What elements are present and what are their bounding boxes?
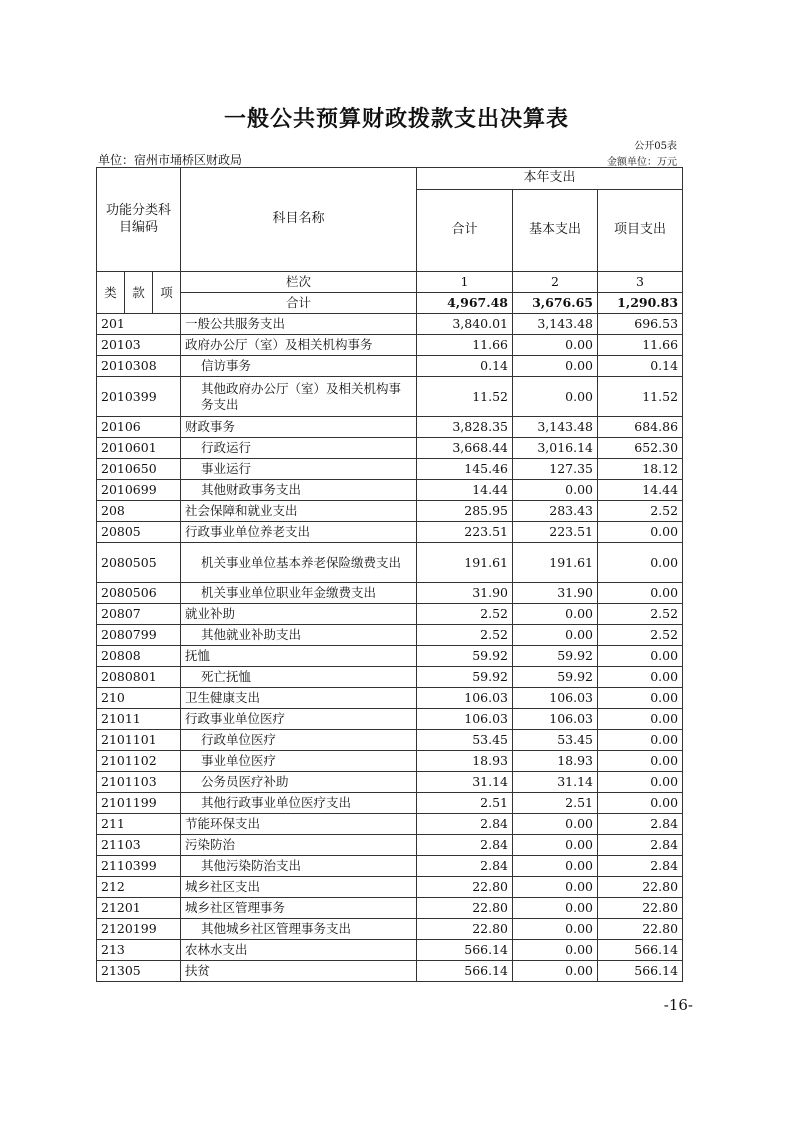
row-subject-name: 抚恤: [181, 646, 417, 667]
row-code: 2101199: [97, 793, 181, 814]
row-code: 21011: [97, 709, 181, 730]
row-code: 2010601: [97, 438, 181, 459]
page-number: -16-: [663, 996, 693, 1014]
row-code: 212: [97, 877, 181, 898]
row-code: 201: [97, 314, 181, 335]
row-code: 21103: [97, 835, 181, 856]
row-code: 2010399: [97, 377, 181, 417]
row-subject-name: 其他污染防治支出: [181, 856, 417, 877]
row-basic: 0.00: [513, 335, 598, 356]
row-total: 2.52: [417, 604, 513, 625]
row-code: 2101101: [97, 730, 181, 751]
row-project: 22.80: [598, 898, 683, 919]
row-project: 696.53: [598, 314, 683, 335]
table-row: [97, 793, 683, 814]
row-total: 145.46: [417, 459, 513, 480]
row-project: 566.14: [598, 961, 683, 982]
total-row: [97, 293, 683, 314]
row-project: 2.52: [598, 604, 683, 625]
row-code: 20808: [97, 646, 181, 667]
table-row: [97, 417, 683, 438]
row-subject-name: 其他政府办公厅（室）及相关机构事务支出: [181, 377, 417, 417]
row-code: 213: [97, 940, 181, 961]
header-col1: 1: [417, 272, 513, 293]
row-total: 18.93: [417, 751, 513, 772]
row-basic: 0.00: [513, 480, 598, 501]
row-total: 11.66: [417, 335, 513, 356]
unit-label: 单位：宿州市埇桥区财政局: [98, 153, 243, 167]
row-project: 2.84: [598, 856, 683, 877]
header-col3: 3: [598, 272, 683, 293]
row-project: 11.66: [598, 335, 683, 356]
row-total: 2.84: [417, 856, 513, 877]
header-lanci: 栏次: [181, 272, 417, 293]
row-code: 2110399: [97, 856, 181, 877]
row-code: 20103: [97, 335, 181, 356]
row-project: 0.00: [598, 667, 683, 688]
row-total: 2.84: [417, 814, 513, 835]
header-basic: 基本支出: [513, 190, 598, 272]
money-unit-label: 金额单位：万元: [607, 157, 677, 168]
row-subject-name: 行政单位医疗: [181, 730, 417, 751]
table-row: [97, 522, 683, 543]
row-basic: 18.93: [513, 751, 598, 772]
row-total: 285.95: [417, 501, 513, 522]
table-row: [97, 543, 683, 583]
table-row: [97, 604, 683, 625]
header-xiang: 项: [153, 272, 181, 314]
expenditure-table: [96, 167, 683, 982]
row-total: 22.80: [417, 877, 513, 898]
form-number: 公开05表: [634, 141, 677, 152]
row-code: 2120199: [97, 919, 181, 940]
row-basic: 53.45: [513, 730, 598, 751]
row-total: 106.03: [417, 688, 513, 709]
row-total: 223.51: [417, 522, 513, 543]
row-basic: 0.00: [513, 625, 598, 646]
table-row: [97, 625, 683, 646]
table-row: [97, 814, 683, 835]
row-basic: 223.51: [513, 522, 598, 543]
row-total: 3,668.44: [417, 438, 513, 459]
row-basic: 0.00: [513, 877, 598, 898]
row-basic: 283.43: [513, 501, 598, 522]
row-total: 566.14: [417, 940, 513, 961]
table-row: [97, 314, 683, 335]
row-subject-name: 社会保障和就业支出: [181, 501, 417, 522]
row-basic: 127.35: [513, 459, 598, 480]
row-project: 22.80: [598, 877, 683, 898]
row-project: 2.84: [598, 835, 683, 856]
table-row: [97, 438, 683, 459]
row-total: 59.92: [417, 667, 513, 688]
row-total: 11.52: [417, 377, 513, 417]
table-row: [97, 335, 683, 356]
table-row: [97, 356, 683, 377]
row-basic: 31.90: [513, 583, 598, 604]
row-code: 208: [97, 501, 181, 522]
row-project: 0.00: [598, 522, 683, 543]
row-project: 684.86: [598, 417, 683, 438]
table-row: [97, 583, 683, 604]
row-code: 211: [97, 814, 181, 835]
row-project: 0.14: [598, 356, 683, 377]
row-code: 2080799: [97, 625, 181, 646]
row-code: 20807: [97, 604, 181, 625]
row-project: 0.00: [598, 709, 683, 730]
total-label: 合计: [181, 293, 417, 314]
row-subject-name: 机关事业单位基本养老保险缴费支出: [181, 543, 417, 583]
row-total: 3,840.01: [417, 314, 513, 335]
row-total: 2.51: [417, 793, 513, 814]
total-amount: 4,967.48: [417, 293, 513, 314]
row-total: 566.14: [417, 961, 513, 982]
row-code: 2080506: [97, 583, 181, 604]
row-project: 0.00: [598, 543, 683, 583]
row-code: 2080505: [97, 543, 181, 583]
row-code: 20805: [97, 522, 181, 543]
row-subject-name: 城乡社区管理事务: [181, 898, 417, 919]
row-code: 2010699: [97, 480, 181, 501]
row-basic: 59.92: [513, 646, 598, 667]
row-total: 0.14: [417, 356, 513, 377]
row-subject-name: 污染防治: [181, 835, 417, 856]
row-subject-name: 事业单位医疗: [181, 751, 417, 772]
row-subject-name: 扶贫: [181, 961, 417, 982]
row-code: 21201: [97, 898, 181, 919]
row-project: 2.84: [598, 814, 683, 835]
row-subject-name: 机关事业单位职业年金缴费支出: [181, 583, 417, 604]
row-basic: 0.00: [513, 919, 598, 940]
row-total: 3,828.35: [417, 417, 513, 438]
table-row: [97, 751, 683, 772]
row-total: 53.45: [417, 730, 513, 751]
row-code: 2010308: [97, 356, 181, 377]
total-basic: 3,676.65: [513, 293, 598, 314]
row-code: 2101103: [97, 772, 181, 793]
table-row: [97, 646, 683, 667]
row-total: 22.80: [417, 919, 513, 940]
row-project: 652.30: [598, 438, 683, 459]
header-lei: 类: [97, 272, 125, 314]
row-total: 31.90: [417, 583, 513, 604]
header-current-year: 本年支出: [417, 168, 683, 190]
header-total: 合计: [417, 190, 513, 272]
row-project: 14.44: [598, 480, 683, 501]
row-total: 59.92: [417, 646, 513, 667]
row-code: 2101102: [97, 751, 181, 772]
row-code: 2080801: [97, 667, 181, 688]
row-project: 0.00: [598, 688, 683, 709]
row-subject-name: 就业补助: [181, 604, 417, 625]
row-project: 0.00: [598, 646, 683, 667]
row-project: 566.14: [598, 940, 683, 961]
row-basic: 0.00: [513, 356, 598, 377]
row-subject-name: 卫生健康支出: [181, 688, 417, 709]
row-basic: 0.00: [513, 814, 598, 835]
row-subject-name: 其他城乡社区管理事务支出: [181, 919, 417, 940]
row-subject-name: 一般公共服务支出: [181, 314, 417, 335]
row-subject-name: 死亡抚恤: [181, 667, 417, 688]
row-total: 31.14: [417, 772, 513, 793]
row-code: 20106: [97, 417, 181, 438]
table-row: [97, 688, 683, 709]
row-subject-name: 行政运行: [181, 438, 417, 459]
row-basic: 3,143.48: [513, 417, 598, 438]
row-project: 11.52: [598, 377, 683, 417]
row-basic: 0.00: [513, 377, 598, 417]
row-basic: 3,143.48: [513, 314, 598, 335]
header-col2: 2: [513, 272, 598, 293]
row-subject-name: 行政事业单位医疗: [181, 709, 417, 730]
row-project: 0.00: [598, 793, 683, 814]
header-project: 项目支出: [598, 190, 683, 272]
row-total: 106.03: [417, 709, 513, 730]
row-project: 18.12: [598, 459, 683, 480]
row-subject-name: 农林水支出: [181, 940, 417, 961]
row-basic: 0.00: [513, 856, 598, 877]
table-row: [97, 898, 683, 919]
row-code: 210: [97, 688, 181, 709]
table-row: [97, 730, 683, 751]
header-kuan: 款: [125, 272, 153, 314]
table-row: [97, 377, 683, 417]
row-project: 0.00: [598, 730, 683, 751]
row-subject-name: 公务员医疗补助: [181, 772, 417, 793]
table-row: [97, 877, 683, 898]
table-row: [97, 835, 683, 856]
row-total: 2.84: [417, 835, 513, 856]
page-title: 一般公共预算财政拨款支出决算表: [223, 107, 569, 132]
row-basic: 0.00: [513, 940, 598, 961]
row-subject-name: 财政事务: [181, 417, 417, 438]
table-row: [97, 709, 683, 730]
row-basic: 106.03: [513, 688, 598, 709]
row-subject-name: 其他财政事务支出: [181, 480, 417, 501]
table-row: [97, 459, 683, 480]
row-subject-name: 信访事务: [181, 356, 417, 377]
row-subject-name: 政府办公厅（室）及相关机构事务: [181, 335, 417, 356]
row-code: 21305: [97, 961, 181, 982]
row-project: 0.00: [598, 583, 683, 604]
row-total: 2.52: [417, 625, 513, 646]
row-basic: 59.92: [513, 667, 598, 688]
row-subject-name: 事业运行: [181, 459, 417, 480]
row-subject-name: 城乡社区支出: [181, 877, 417, 898]
row-basic: 2.51: [513, 793, 598, 814]
row-subject-name: 其他行政事业单位医疗支出: [181, 793, 417, 814]
row-basic: 0.00: [513, 898, 598, 919]
row-subject-name: 其他就业补助支出: [181, 625, 417, 646]
row-basic: 191.61: [513, 543, 598, 583]
row-project: 2.52: [598, 501, 683, 522]
row-basic: 0.00: [513, 604, 598, 625]
header-subject-name: 科目名称: [181, 168, 417, 272]
header-row-3: [97, 272, 683, 293]
table-row: [97, 940, 683, 961]
table-row: [97, 856, 683, 877]
table-row: [97, 961, 683, 982]
row-basic: 3,016.14: [513, 438, 598, 459]
header-func-code: 功能分类科目编码: [97, 168, 181, 272]
row-subject-name: 行政事业单位养老支出: [181, 522, 417, 543]
row-total: 191.61: [417, 543, 513, 583]
table-row: [97, 772, 683, 793]
row-basic: 0.00: [513, 835, 598, 856]
row-basic: 106.03: [513, 709, 598, 730]
row-project: 0.00: [598, 751, 683, 772]
table-row: [97, 667, 683, 688]
row-total: 14.44: [417, 480, 513, 501]
header-row-1: [97, 168, 683, 190]
table-row: [97, 480, 683, 501]
row-project: 2.52: [598, 625, 683, 646]
row-basic: 0.00: [513, 961, 598, 982]
row-project: 22.80: [598, 919, 683, 940]
row-code: 2010650: [97, 459, 181, 480]
row-project: 0.00: [598, 772, 683, 793]
row-subject-name: 节能环保支出: [181, 814, 417, 835]
row-total: 22.80: [417, 898, 513, 919]
table-row: [97, 919, 683, 940]
row-basic: 31.14: [513, 772, 598, 793]
total-project: 1,290.83: [598, 293, 683, 314]
table-row: [97, 501, 683, 522]
